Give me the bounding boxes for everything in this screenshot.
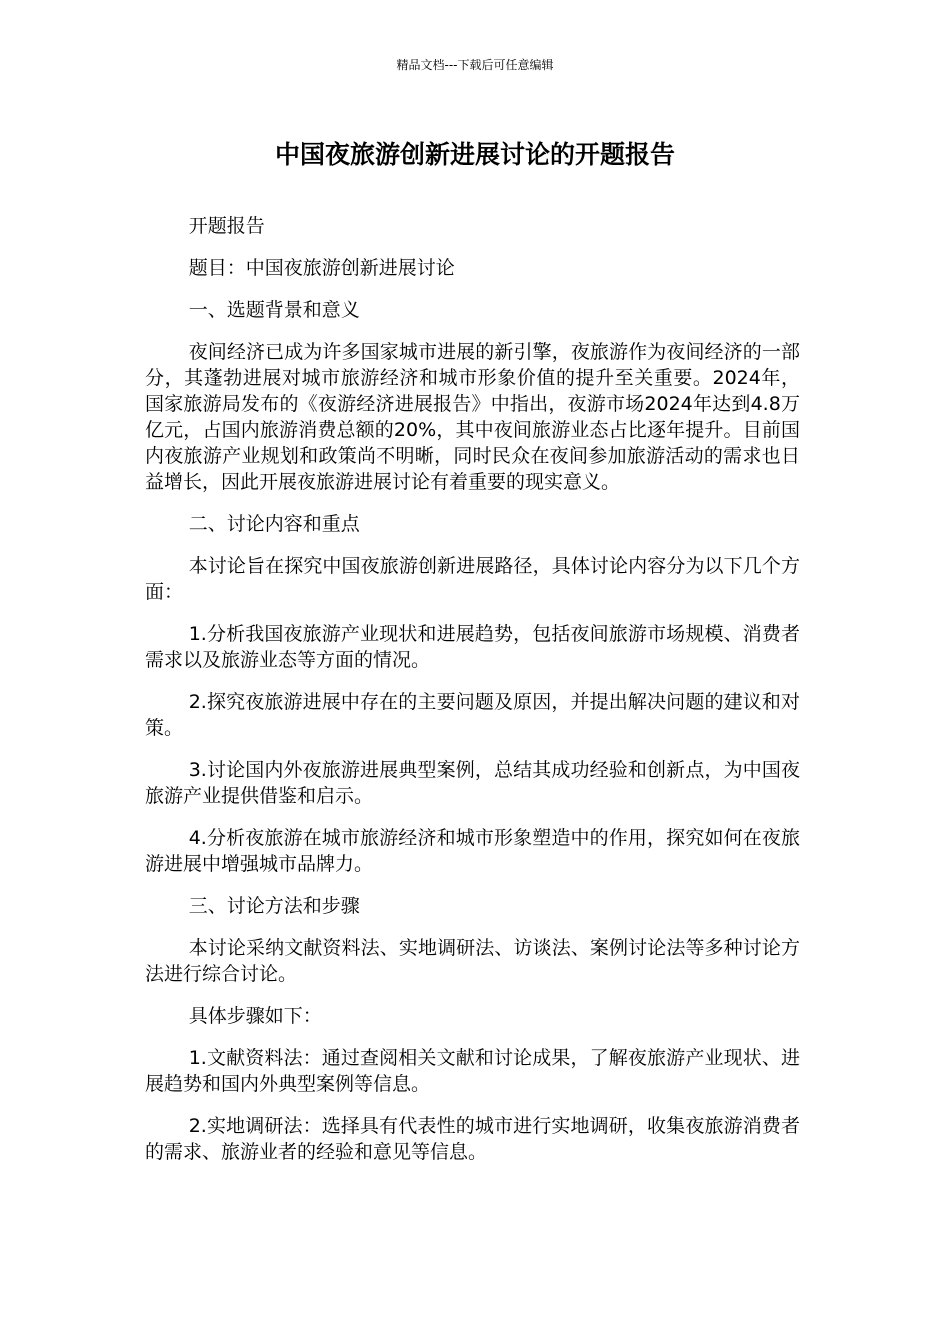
section-label-report: 开题报告 [188, 215, 265, 237]
paragraph-methods: 本讨论采纳文献资料法、实地调研法、访谈法、案例讨论法等多种讨论方法进行综合讨论。 [145, 937, 800, 985]
section-heading-methods: 三、讨论方法和步骤 [188, 895, 360, 917]
list-item-content-4: 4.分析夜旅游在城市旅游经济和城市形象塑造中的作用，探究如何在夜旅游进展中增强城市品牌力。 [145, 827, 800, 875]
paragraph-background: 夜间经济已成为许多国家城市进展的新引擎，夜旅游作为夜间经济的一部分，其蓬勃进展对城市旅游经济和城市形象价值的提升至关重要。2024年，国家旅游局发布的《夜游经济进展报告》中指出，夜游市场2024年达到4.8万亿元，占国内旅游消费总额的20%，其中夜间旅游业态占比逐年提升。目前国内夜旅游产业规划和政策尚不明晰，同时民众在夜间参加旅游活动的需求也日益增长，因此开展夜旅游进展讨论有着重要的现实意义。 [145, 341, 800, 493]
section-heading-background: 一、选题背景和意义 [188, 299, 360, 321]
topic-line: 题目：中国夜旅游创新进展讨论 [188, 257, 455, 279]
list-item-step-1: 1.文献资料法：通过查阅相关文献和讨论成果，了解夜旅游产业现状、进展趋势和国内外典型案例等信息。 [145, 1047, 800, 1095]
paragraph-content-intro: 本讨论旨在探究中国夜旅游创新进展路径，具体讨论内容分为以下几个方面： [145, 555, 800, 603]
page-header-note: 精品文档---下载后可任意编辑 [396, 58, 554, 72]
list-item-content-2: 2.探究夜旅游进展中存在的主要问题及原因，并提出解决问题的建议和对策。 [145, 691, 800, 739]
list-item-content-3: 3.讨论国内外夜旅游进展典型案例，总结其成功经验和创新点，为中国夜旅游产业提供借鉴和启示。 [145, 759, 800, 807]
steps-intro: 具体步骤如下： [188, 1005, 322, 1027]
document-body [145, 213, 800, 1181]
list-item-step-2: 2.实地调研法：选择具有代表性的城市进行实地调研，收集夜旅游消费者的需求、旅游业者的经验和意见等信息。 [145, 1115, 800, 1163]
section-heading-content: 二、讨论内容和重点 [188, 513, 360, 535]
document-title: 中国夜旅游创新进展讨论的开题报告 [274, 140, 675, 169]
list-item-content-1: 1.分析我国夜旅游产业现状和进展趋势，包括夜间旅游市场规模、消费者需求以及旅游业态等方面的情况。 [145, 623, 800, 671]
